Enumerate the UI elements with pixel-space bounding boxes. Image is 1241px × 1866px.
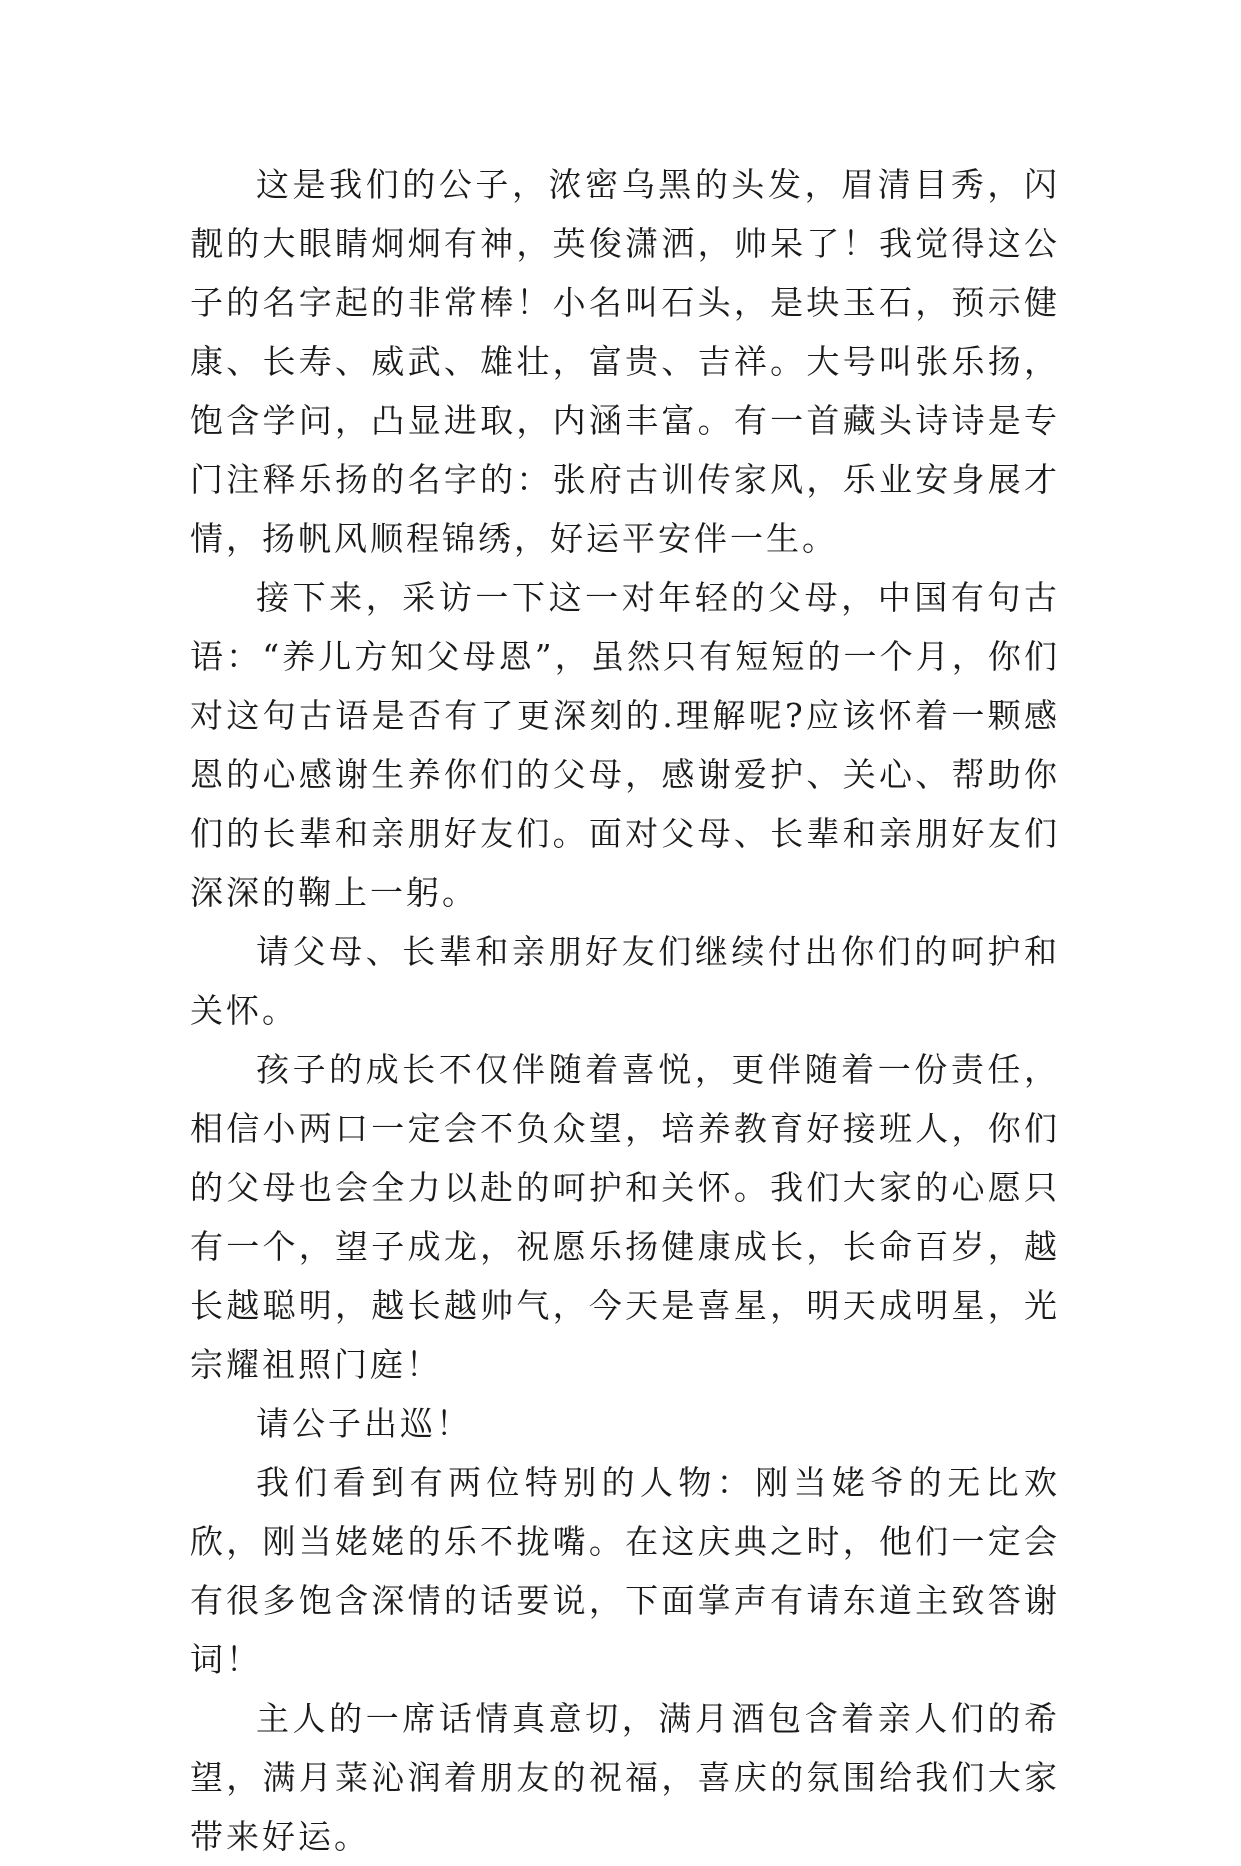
- document-body: [190, 155, 1060, 1866]
- paragraph-6: 我们看到有两位特别的人物：刚当姥爷的无比欢欣，刚当姥姥的乐不拢嘴。在这庆典之时，他们一定会有很多饱含深情的话要说，下面掌声有请东道主致答谢词！: [190, 1463, 1060, 1679]
- paragraph-7: 主人的一席话情真意切，满月酒包含着亲人们的希望，满月菜沁润着朋友的祝福，喜庆的氛围给我们大家带来好运。: [190, 1699, 1060, 1856]
- paragraph-2: 接下来，采访一下这一对年轻的父母，中国有句古语：“养儿方知父母恩”，虽然只有短短的一个月，你们对这句古语是否有了更深刻的.理解呢?应该怀着一颗感恩的心感谢生养你们的父母，感谢爱护、关心、帮助你们的长辈和亲朋好友们。面对父母、长辈和亲朋好友们深深的鞠上一躬。: [190, 578, 1060, 912]
- paragraph-3: 请父母、长辈和亲朋好友们继续付出你们的呵护和关怀。: [190, 932, 1060, 1030]
- paragraph-4: 孩子的成长不仅伴随着喜悦，更伴随着一份责任，相信小两口一定会不负众望，培养教育好接班人，你们的父母也会全力以赴的呵护和关怀。我们大家的心愿只有一个，望子成龙，祝愿乐扬健康成长，长命百岁，越长越聪明，越长越帅气，今天是喜星，明天成明星，光宗耀祖照门庭！: [190, 1050, 1060, 1384]
- paragraph-1: 这是我们的公子，浓密乌黑的头发，眉清目秀，闪靓的大眼睛炯炯有神，英俊潇洒，帅呆了！我觉得这公子的名字起的非常棒！小名叫石头，是块玉石，预示健康、长寿、威武、雄壮，富贵、吉祥。大号叫张乐扬，饱含学问，凸显进取，内涵丰富。有一首藏头诗诗是专门注释乐扬的名字的：张府古训传家风，乐业安身展才情，扬帆风顺程锦绣，好运平安伴一生。: [190, 165, 1060, 558]
- paragraph-5: 请公子出巡！: [256, 1404, 472, 1443]
